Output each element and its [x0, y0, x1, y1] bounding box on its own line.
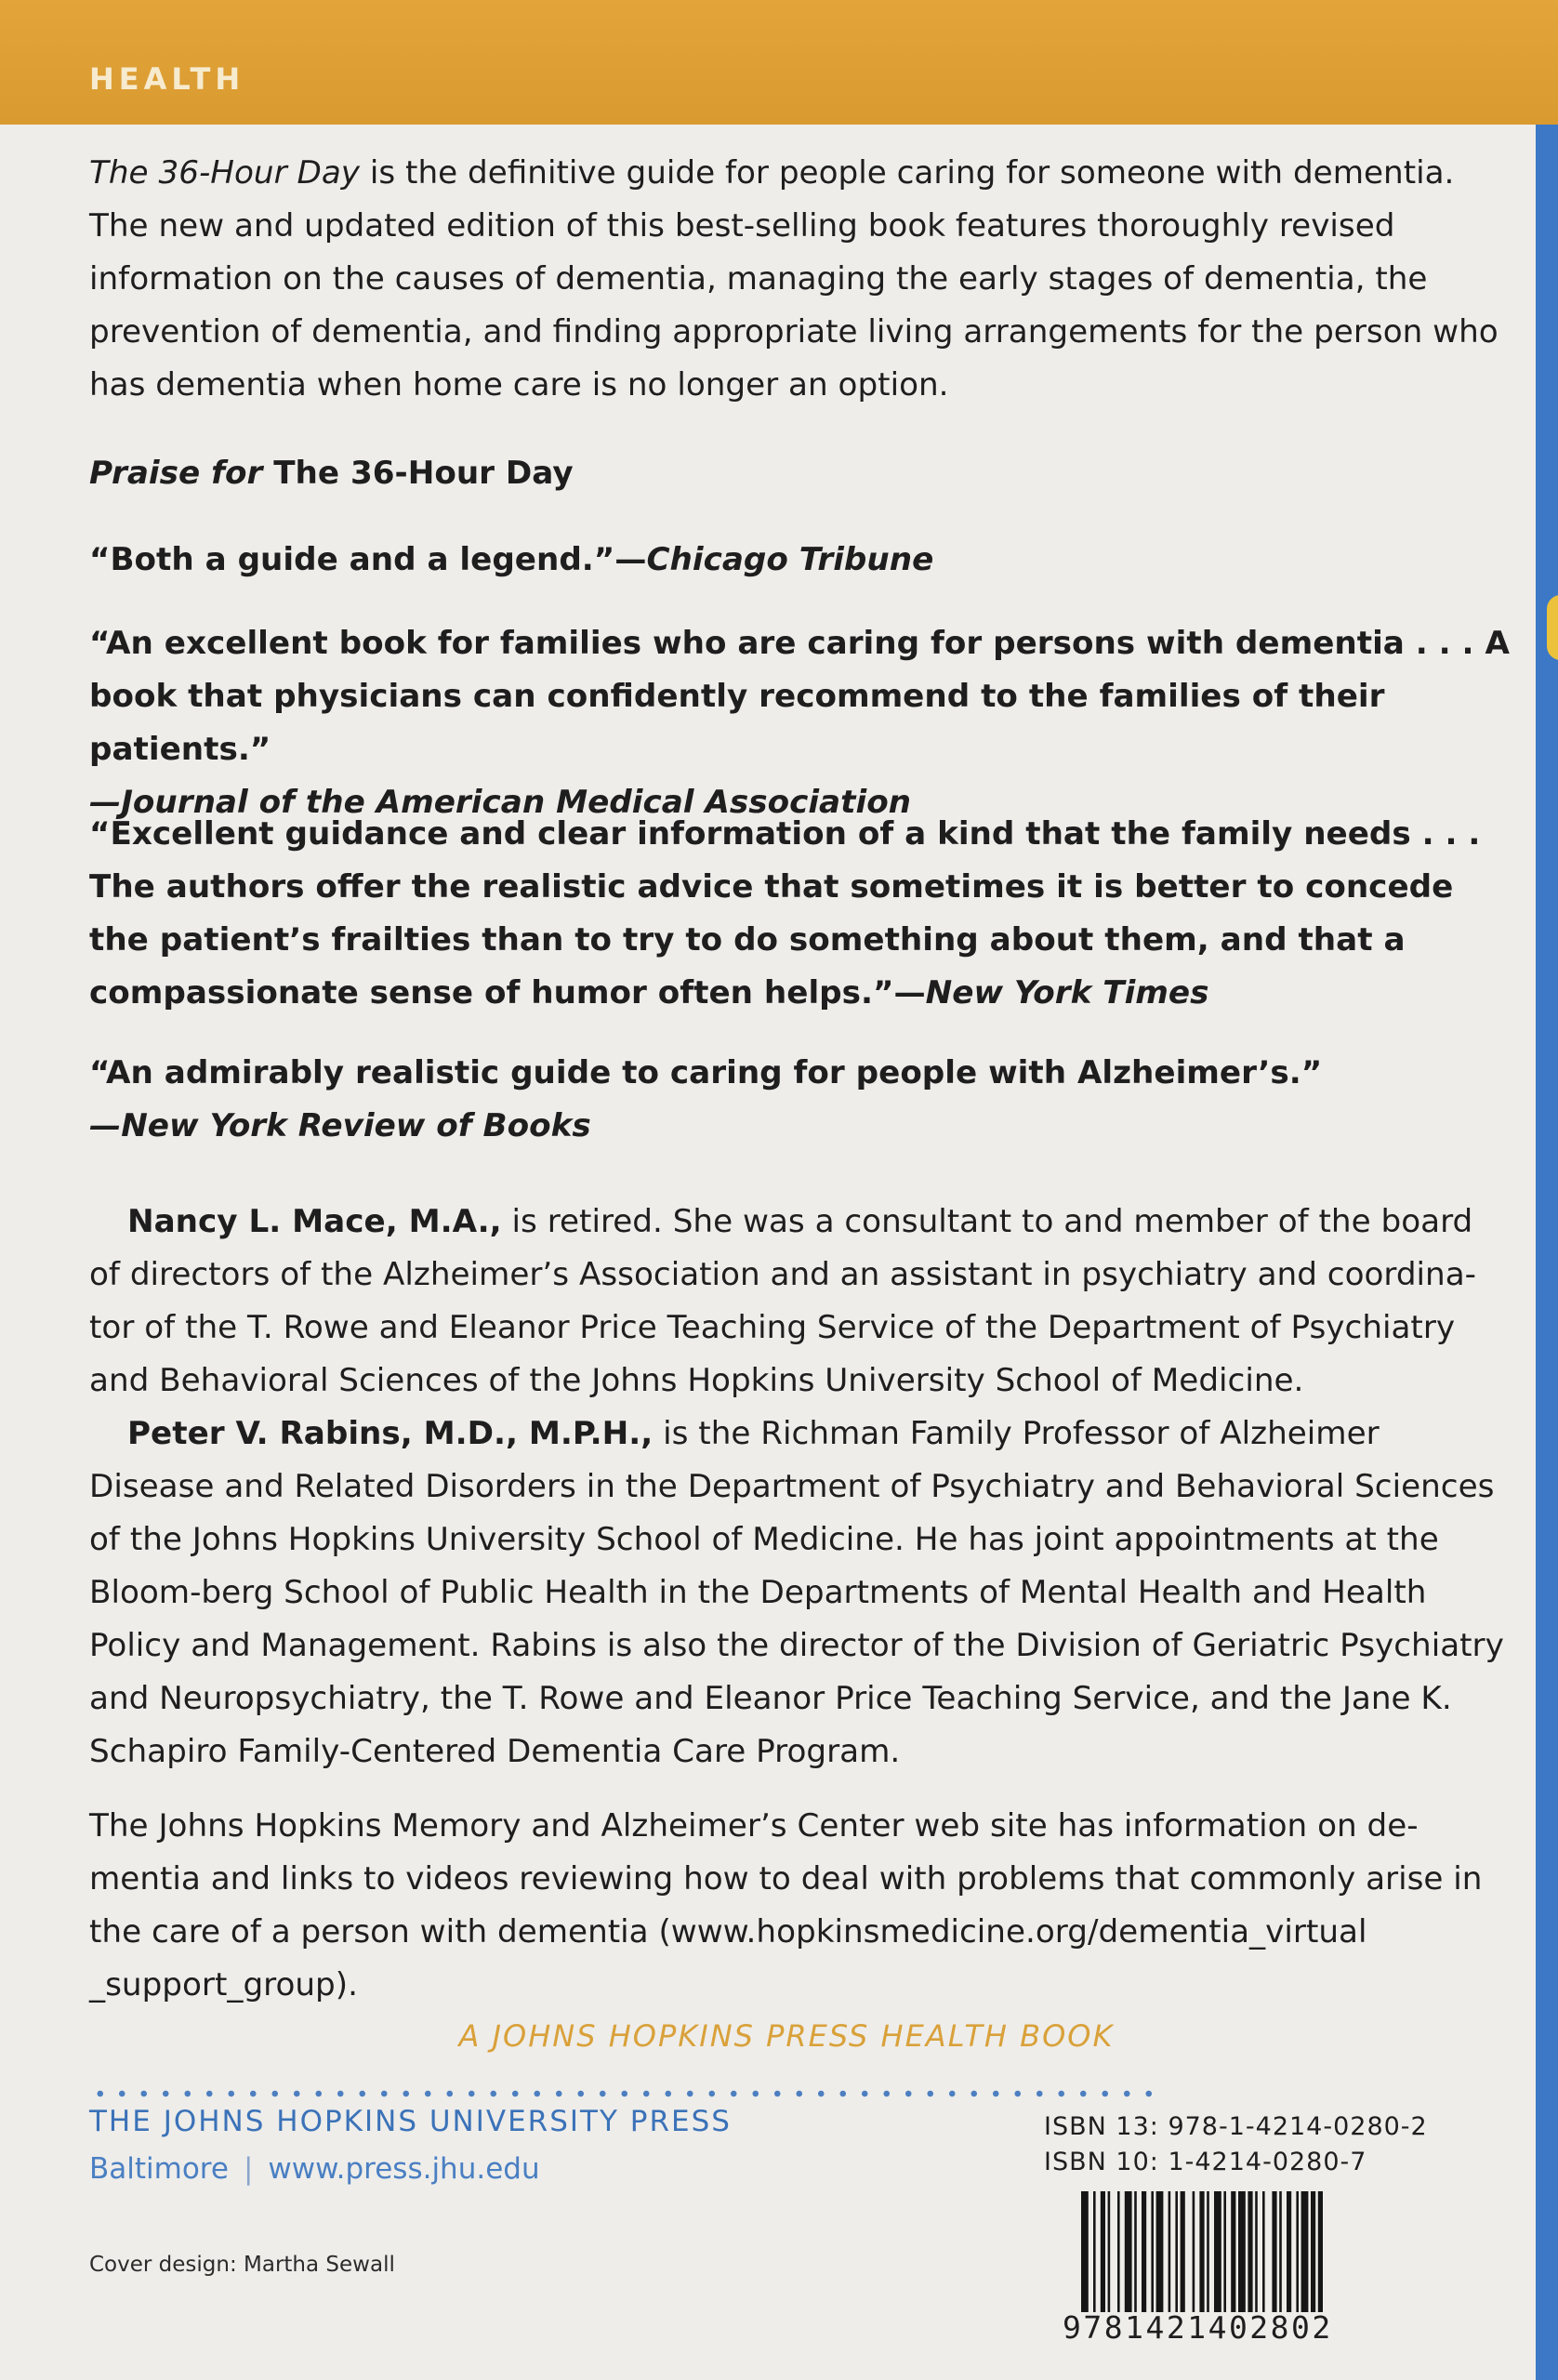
praise-prefix: Praise for: [89, 455, 263, 492]
category-label: HEALTH: [89, 61, 245, 97]
publisher-location: [89, 2152, 540, 2186]
edge-color-strip: [1536, 125, 1558, 2380]
barcode-digits: 9781421402802: [1063, 2309, 1333, 2346]
quote-text: “Both a guide and a legend.”—: [89, 541, 647, 578]
quote-text: “Excellent guidance and clear information of a kind that the family needs . . . The authors offer the realistic advice that sometimes it is better to concede the patient’s frailties than to try to do something about them, and that a compassionate sense of humor often helps.”—: [89, 815, 1481, 1012]
imprint-line: A JOHNS HOPKINS PRESS HEALTH BOOK: [458, 2018, 1115, 2054]
dotted-divider: [89, 2089, 1168, 2098]
praise-heading: [89, 447, 1512, 500]
quote-source: —Journal of the American Medical Association: [89, 784, 912, 821]
praise-title: The 36-Hour Day: [262, 455, 574, 492]
category-band: [0, 0, 1558, 125]
publisher-city: Baltimore: [89, 2152, 229, 2186]
isbn-13: ISBN 13: 978-1-4214-0280-2: [1044, 2112, 1428, 2141]
publisher-separator: |: [243, 2152, 254, 2186]
quote-source: —New York Review of Books: [89, 1107, 591, 1144]
website-note: [89, 1800, 1512, 2012]
author-bio: [89, 1196, 1512, 1408]
website-note-text: The Johns Hopkins Memory and Alzheimer’s Center web site has information on de-mentia and links to videos reviewing how to deal with problems that commonly arise in the care of a person with dementia (www.hopkinsmedicine.org/dementia_virtual _support_group).: [89, 1807, 1483, 2003]
intro-book-title: The 36-Hour Day: [89, 154, 361, 192]
isbn-10: ISBN 10: 1-4214-0280-7: [1044, 2148, 1367, 2176]
author-bios: [89, 1196, 1512, 1778]
author-name: Peter V. Rabins, M.D., M.P.H.,: [127, 1415, 654, 1452]
intro-text: is the definitive guide for people caring for someone with dementia. The new and updated edition of this best-selling book features thoroughly revised information on the causes of dementia, managing the early stages of dementia, the prevention of dementia, and finding appropriate living arrangements for the person who has dementia when home care is no longer an option.: [89, 154, 1499, 403]
publisher-url[interactable]: www.press.jhu.edu: [268, 2152, 540, 2186]
author-bio-text: is retired. She was a consultant to and member of the board of directors of the Alzheimer’s Association and an assistant in psychiatry and coordina-tor of the T. Rowe and Eleanor Price Teaching Service of the Department of Psychiatry and Behavioral Sciences of the Johns Hopkins University School of Medicine.: [89, 1203, 1477, 1399]
quote-block: [89, 534, 1512, 587]
quote-block: [89, 1047, 1512, 1153]
author-name: Nancy L. Mace, M.A.,: [127, 1203, 502, 1240]
quote-source: Chicago Tribune: [646, 541, 934, 578]
author-bio-text: is the Richman Family Professor of Alzheimer Disease and Related Disorders in the Department of Psychiatry and Behavioral Sciences of the Johns Hopkins University School of Medicine. He has joint appointments at the Bloom-berg School of Public Health in the Departments of Mental Health and Health Policy and Management. Rabins is also the director of the Division of Geriatric Psychiatry and Neuropsychiatry, the T. Rowe and Eleanor Price Teaching Service, and the Jane K. Schapiro Family-Centered Dementia Care Program.: [89, 1415, 1504, 1770]
edge-dot: [1547, 595, 1558, 660]
barcode-icon: [1081, 2191, 1412, 2312]
quote-text: “An excellent book for families who are caring for persons with dementia . . . A book that physicians can confidently recommend to the families of their patients.”: [89, 625, 1510, 768]
quote-block: [89, 808, 1512, 1020]
quote-source: New York Times: [925, 974, 1209, 1012]
quote-text: “An admirably realistic guide to caring for people with Alzheimer’s.”: [89, 1054, 1323, 1091]
author-bio: [89, 1408, 1512, 1778]
quote-block: [89, 617, 1512, 829]
cover-credit: Cover design: Martha Sewall: [89, 2253, 395, 2277]
intro-paragraph: [89, 147, 1512, 412]
publisher-name: THE JOHNS HOPKINS UNIVERSITY PRESS: [89, 2105, 732, 2138]
